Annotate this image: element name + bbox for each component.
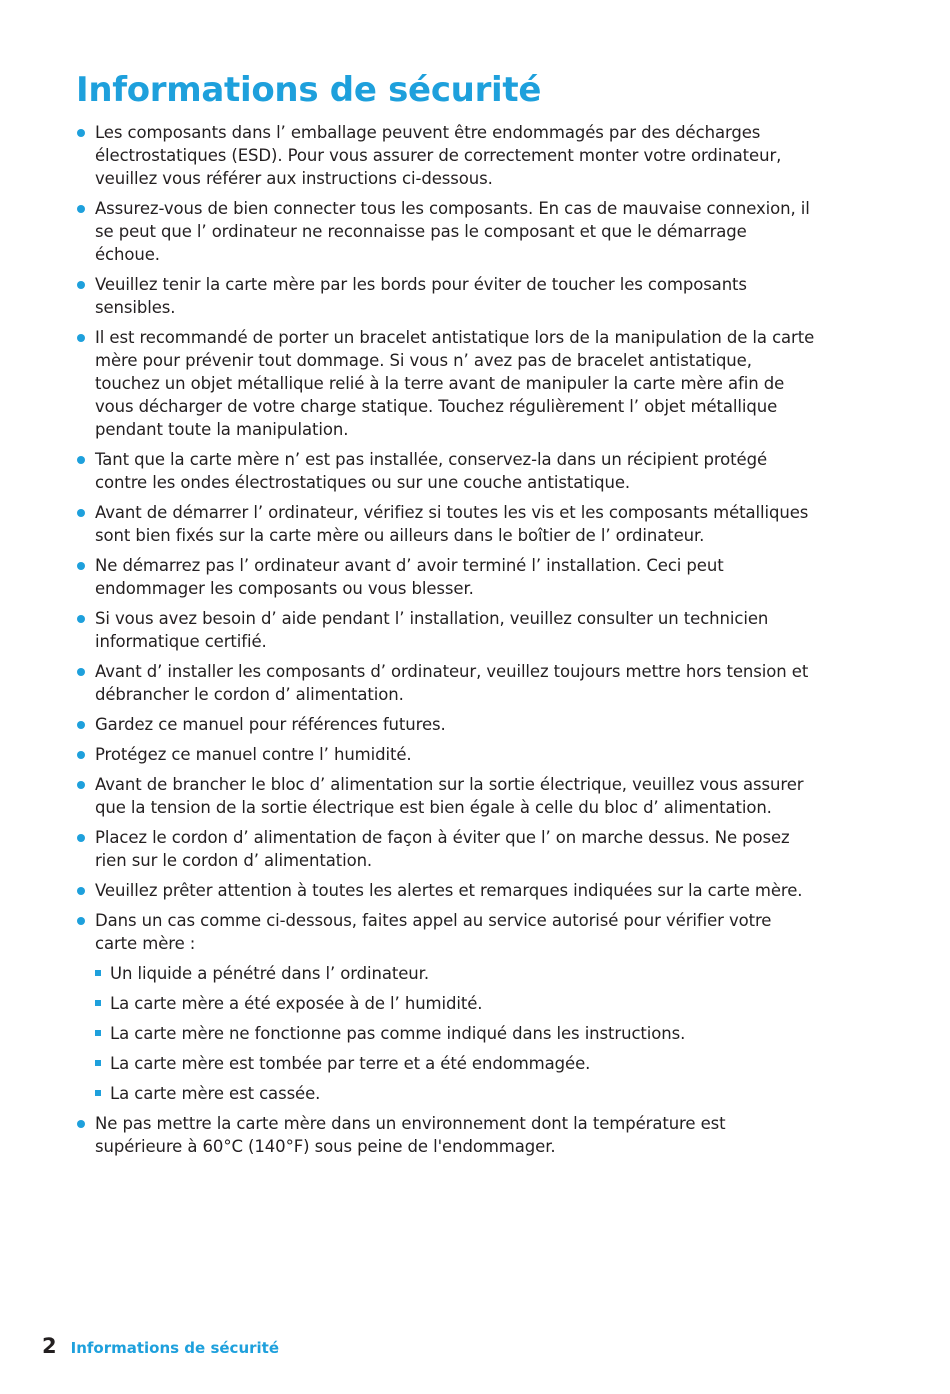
list-item-text: Ne démarrez pas l’ ordinateur avant d’ avoir terminé l’ installation. Ceci peut endommager les composants ou vous blesser. xyxy=(95,556,724,598)
list-item xyxy=(76,743,816,766)
sub-list-item xyxy=(95,992,816,1015)
list-item xyxy=(76,879,816,902)
sub-list-item-text: Un liquide a pénétré dans l’ ordinateur. xyxy=(110,964,429,983)
list-item xyxy=(76,909,816,1105)
list-item xyxy=(76,660,816,706)
list-item-text: Veuillez prêter attention à toutes les alertes et remarques indiquées sur la carte mère. xyxy=(95,881,803,900)
list-item-text: Il est recommandé de porter un bracelet antistatique lors de la manipulation de la carte mère pour prévenir tout dommage. Si vous n’ avez pas de bracelet antistatique, touchez un objet métallique relié à la terre avant de manipuler la carte mère afin de vous décharger de votre charge statique. Touchez régulièrement l’ objet métallique pendant toute la manipulation. xyxy=(95,328,815,439)
square-bullet-icon xyxy=(95,1030,101,1036)
list-item-text: Les composants dans l’ emballage peuvent être endommagés par des décharges électrostatiques (ESD). Pour vous assurer de correctement monter votre ordinateur, veuillez vous référer aux instructions ci-dessous. xyxy=(95,123,782,188)
page-number: 2 xyxy=(42,1334,57,1358)
list-item-text: Veuillez tenir la carte mère par les bords pour éviter de toucher les composants sensibles. xyxy=(95,275,747,317)
bullet-icon xyxy=(77,334,85,342)
list-item-text: Dans un cas comme ci-dessous, faites appel au service autorisé pour vérifier votre carte mère : xyxy=(95,911,772,953)
bullet-icon xyxy=(77,615,85,623)
list-item-text: Avant d’ installer les composants d’ ordinateur, veuillez toujours mettre hors tension et débrancher le cordon d’ alimentation. xyxy=(95,662,809,704)
bullet-icon xyxy=(77,456,85,464)
sub-list-item-text: La carte mère ne fonctionne pas comme indiqué dans les instructions. xyxy=(110,1024,686,1043)
sub-list-item xyxy=(95,1082,816,1105)
bullet-icon xyxy=(77,1120,85,1128)
square-bullet-icon xyxy=(95,970,101,976)
square-bullet-icon xyxy=(95,1060,101,1066)
list-item xyxy=(76,773,816,819)
bullet-icon xyxy=(77,129,85,137)
list-item xyxy=(76,554,816,600)
bullet-icon xyxy=(77,721,85,729)
list-item-text: Tant que la carte mère n’ est pas installée, conservez-la dans un récipient protégé contre les ondes électrostatiques ou sur une couche antistatique. xyxy=(95,450,768,492)
list-item-text: Gardez ce manuel pour références futures. xyxy=(95,715,446,734)
list-item xyxy=(76,826,816,872)
list-item-text: Si vous avez besoin d’ aide pendant l’ installation, veuillez consulter un technicien informatique certifié. xyxy=(95,609,769,651)
list-item xyxy=(76,607,816,653)
footer-section-title: Informations de sécurité xyxy=(70,1339,279,1357)
list-item xyxy=(76,713,816,736)
bullet-icon xyxy=(77,834,85,842)
page-footer xyxy=(42,1334,279,1358)
list-item xyxy=(76,501,816,547)
bullet-icon xyxy=(77,509,85,517)
sub-list-item xyxy=(95,962,816,985)
sub-list-item-text: La carte mère est cassée. xyxy=(110,1084,321,1103)
sub-list-item-text: La carte mère est tombée par terre et a été endommagée. xyxy=(110,1054,591,1073)
safety-list-container xyxy=(76,121,816,1165)
list-item xyxy=(76,448,816,494)
sub-list-item xyxy=(95,1022,816,1045)
bullet-icon xyxy=(77,917,85,925)
list-item-text: Avant de démarrer l’ ordinateur, vérifiez si toutes les vis et les composants métalliques sont bien fixés sur la carte mère ou ailleurs dans le boîtier de l’ ordinateur. xyxy=(95,503,809,545)
list-item xyxy=(76,121,816,190)
list-item-text: Ne pas mettre la carte mère dans un environnement dont la température est supérieure à 60°C (140°F) sous peine de l'endommager. xyxy=(95,1114,726,1156)
list-item xyxy=(76,197,816,266)
bullet-icon xyxy=(77,781,85,789)
list-item xyxy=(76,273,816,319)
list-item-text: Assurez-vous de bien connecter tous les composants. En cas de mauvaise connexion, il se peut que l’ ordinateur ne reconnaisse pas le composant et que le démarrage échoue. xyxy=(95,199,810,264)
bullet-icon xyxy=(77,887,85,895)
list-item-text: Avant de brancher le bloc d’ alimentation sur la sortie électrique, veuillez vous assurer que la tension de la sortie électrique est bien égale à celle du bloc d’ alimentation. xyxy=(95,775,804,817)
damage-cases-list xyxy=(95,962,816,1105)
sub-list-item xyxy=(95,1052,816,1075)
bullet-icon xyxy=(77,205,85,213)
list-item xyxy=(76,1112,816,1158)
page-title: Informations de sécurité xyxy=(76,70,542,110)
sub-list-item-text: La carte mère a été exposée à de l’ humidité. xyxy=(110,994,483,1013)
bullet-icon xyxy=(77,751,85,759)
list-item xyxy=(76,326,816,441)
bullet-icon xyxy=(77,562,85,570)
bullet-icon xyxy=(77,668,85,676)
square-bullet-icon xyxy=(95,1000,101,1006)
list-item-text: Placez le cordon d’ alimentation de façon à éviter que l’ on marche dessus. Ne posez rien sur le cordon d’ alimentation. xyxy=(95,828,790,870)
list-item-text: Protégez ce manuel contre l’ humidité. xyxy=(95,745,412,764)
bullet-icon xyxy=(77,281,85,289)
safety-list xyxy=(76,121,816,1158)
square-bullet-icon xyxy=(95,1090,101,1096)
